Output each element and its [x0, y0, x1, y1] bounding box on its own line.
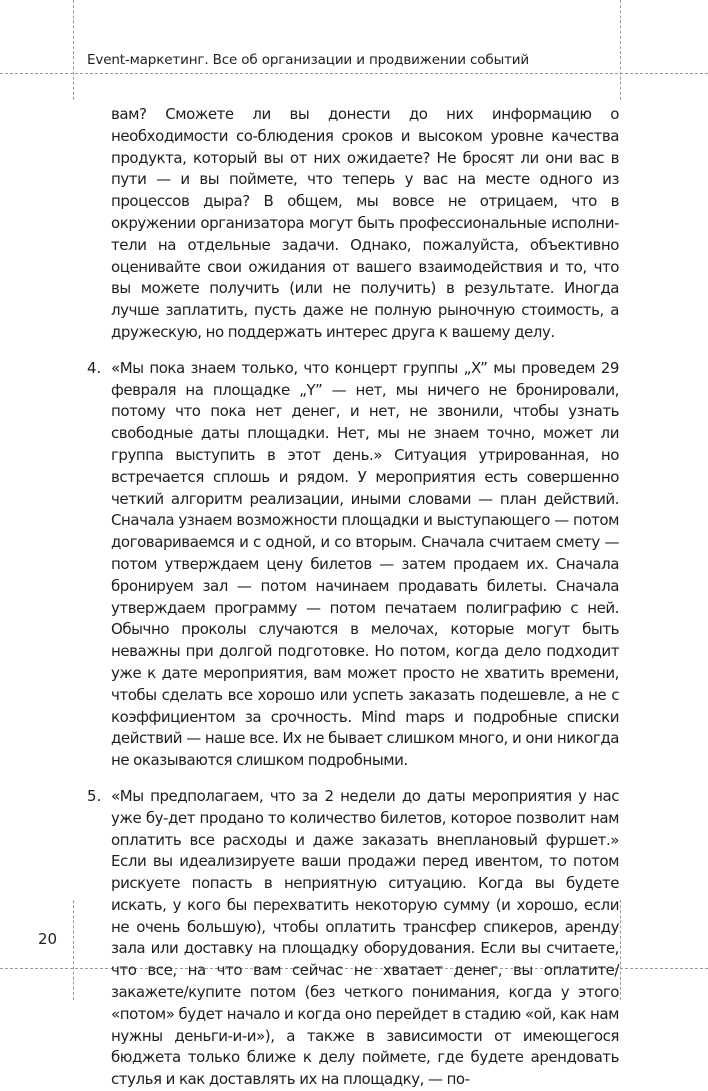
crop-mark-bottom-left — [73, 900, 74, 1000]
continued-paragraph: вам? Сможете ли вы донести до них информацию о необходимости со-блюдения сроков и высоком уровне качества продукта, который вы от них ожидаете? Не бросят ли они вас в пути — и вы поймете, что теперь у вас на месте одного из процессов дыра? В общем, мы вовсе не отрицаем, что в окружении организатора могут быть профессиональные исполни-тели на отдельные задачи. Однако, пожалуйста, объективно оценивайте свои ожидания от вашего взаимодействия и то, что вы можете получить (или не получить) в результате. Иногда лучше заплатить, пусть даже не полную рыночную стоимость, а дружескую, но поддержать интерес друга к вашему делу. — [111, 105, 619, 341]
running-head: Event-маркетинг. Все об организации и продвижении событий — [87, 52, 530, 68]
list-item-text: «Мы пока знаем только, что концерт группы „X” мы проведем 29 февраля на площадке „Y” — нет, мы ничего не бронировали, потому что пока нет денег, и нет, не звонили, чтобы узнать свободные даты площадки. Нет, мы не знаем точно, может ли группа выступить в этот день.» Ситуация утрированная, но встречается сплошь и рядом. У мероприятия есть совершенно четкий алгоритм реализации, иными словами — план действий. Сначала узнаем возможности площадки и выступающего — потом договариваемся и с одной, и со вторым. Сначала считаем смету — потом утверждаем цену билетов — затем продаем их. Сначала бронируем зал — потом начинаем продавать билеты. Сначала утверждаем программу — потом печатаем полиграфию с ней. Обычно проколы случаются в мелочах, которые могут быть неважны при долгой подготовке. Но потом, когда дело подходит уже к дате мероприятия, вам может просто не хватить времени, чтобы сделать все хорошо или успеть заказать подешевле, а не с коэффициентом за срочность. Mind maps и подробные списки действий — наше все. Их не бывает слишком много, и они никогда не оказываются слишком подробными. — [111, 358, 619, 770]
list-item-number: 5. — [87, 786, 102, 805]
list-item-number: 4. — [87, 358, 102, 377]
list-item-text: «Мы предполагаем, что за 2 недели до даты мероприятия у нас уже бу-дет продано то количество билетов, которое позволит нам оплатить все расходы и даже заказать внеплановый фуршет.» Если вы идеализируете ваши продажи перед ивентом, то потом рискуете попасть в неприятную ситуацию. Когда вы будете искать, у кого бы перехватить некоторую сумму (и хорошо, если не очень большую), чтобы оплатить трансфер спикеров, аренду зала или доставку на площадку оборудования. Если вы считаете, что все, на что вам сейчас не хватает денег, вы оплатите/закажете/купите потом (без четкого понимания, когда у этого «потом» будет начало и когда оно перейдет в стадию «ой, как нам нужны деньги-и-и»), а также в зависимости от имеющегося бюджета только ближе к делу поймете, где будете арендовать стулья и как доставлять их на площадку, — по- — [111, 786, 619, 1089]
crop-mark-top-right — [620, 0, 621, 100]
crop-mark-top-left — [73, 0, 74, 100]
list-item — [87, 358, 619, 772]
crop-mark-bottom-right — [620, 900, 621, 1000]
page-body — [87, 104, 619, 1091]
page-number: 20 — [38, 930, 58, 948]
crop-mark-top — [0, 73, 708, 74]
list-item — [87, 786, 619, 1091]
